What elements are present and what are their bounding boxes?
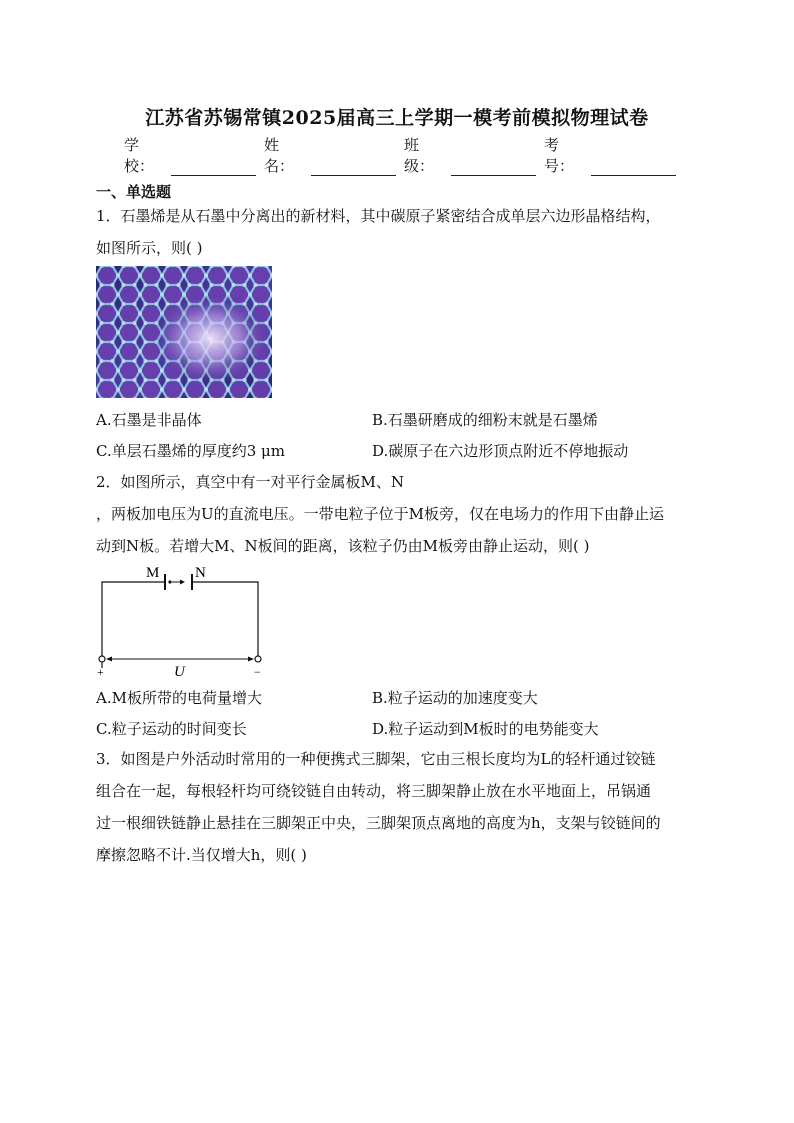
q1-option-a[interactable]: A.石墨是非晶体 [96,411,202,429]
particle [168,580,171,583]
info-school [124,134,256,176]
info-name-blank[interactable] [311,161,396,176]
label-n: N [195,565,206,581]
info-school-blank[interactable] [171,161,256,176]
info-class-blank[interactable] [451,161,536,176]
info-name [264,134,396,176]
capacitor-circuit-diagram [94,562,266,684]
label-plus: + [97,665,104,679]
wire-right [193,582,258,656]
q2-option-a[interactable]: A.M板所带的电荷量增大 [96,689,262,707]
exam-title: 江苏省苏锡常镇2025届高三上学期一模考前模拟物理试卷 [145,107,649,129]
question-1-line-1: 1．石墨烯是从石墨中分离出的新材料，其中碳原子紧密结合成单层六边形晶格结构， [96,207,661,225]
question-3-line-1: 3．如图是户外活动时常用的一种便携式三脚架，它由三根长度均为L的轻杆通过铰链 [96,750,656,768]
question-3 [96,743,702,871]
graphene-image [96,266,272,402]
q2-option-b[interactable]: B.粒子运动的加速度变大 [372,689,538,707]
question-1 [96,200,702,264]
student-info-row [124,134,684,176]
question-2 [96,466,702,562]
q1-option-c[interactable]: C.单层石墨烯的厚度约3 μm [96,442,285,460]
info-school-label: 学校： [124,136,155,175]
terminal-positive [99,656,105,662]
label-m: M [146,565,160,581]
terminal-negative [255,656,261,662]
info-number-blank[interactable] [591,161,676,176]
info-class-label: 班级： [404,136,435,175]
question-2-line-3: 动到N板。若增大M、N板间的距离，该粒子仍由M板旁由静止运动，则( ) [96,537,590,555]
section-heading: 一、单选题 [96,183,172,201]
label-u: U [174,664,185,680]
question-2-line-2: ，两板加电压为U的直流电压。一带电粒子位于M板旁，仅在电场力的作用下由静止运 [96,505,665,523]
wire-left [102,582,164,668]
question-1-line-2: 如图所示，则( ) [96,239,203,257]
info-number [544,134,676,176]
question-2-line-1: 2．如图所示，真空中有一对平行金属板M、N [96,473,405,491]
q1-option-b[interactable]: B.石墨研磨成的细粉末就是石墨烯 [372,411,598,429]
question-2-options [96,682,702,744]
question-1-options [96,404,702,466]
q2-option-c[interactable]: C.粒子运动的时间变长 [96,720,247,738]
q1-option-d[interactable]: D.碳原子在六边形顶点附近不停地振动 [372,442,629,460]
question-3-line-2: 组合在一起，每根轻杆均可绕铰链自由转动，将三脚架静止放在水平地面上，吊锅通 [96,782,652,800]
question-3-line-3: 过一根细铁链静止悬挂在三脚架正中央，三脚架顶点离地的高度为h，支架与铰链间的 [96,814,661,832]
info-name-label: 姓名： [264,136,295,175]
q2-option-d[interactable]: D.粒子运动到M板时的电势能变大 [372,720,599,738]
info-class [404,134,536,176]
question-3-line-4: 摩擦忽略不计.当仅增大h，则( ) [96,846,307,864]
info-number-label: 考号： [544,136,575,175]
label-minus: − [254,665,261,679]
